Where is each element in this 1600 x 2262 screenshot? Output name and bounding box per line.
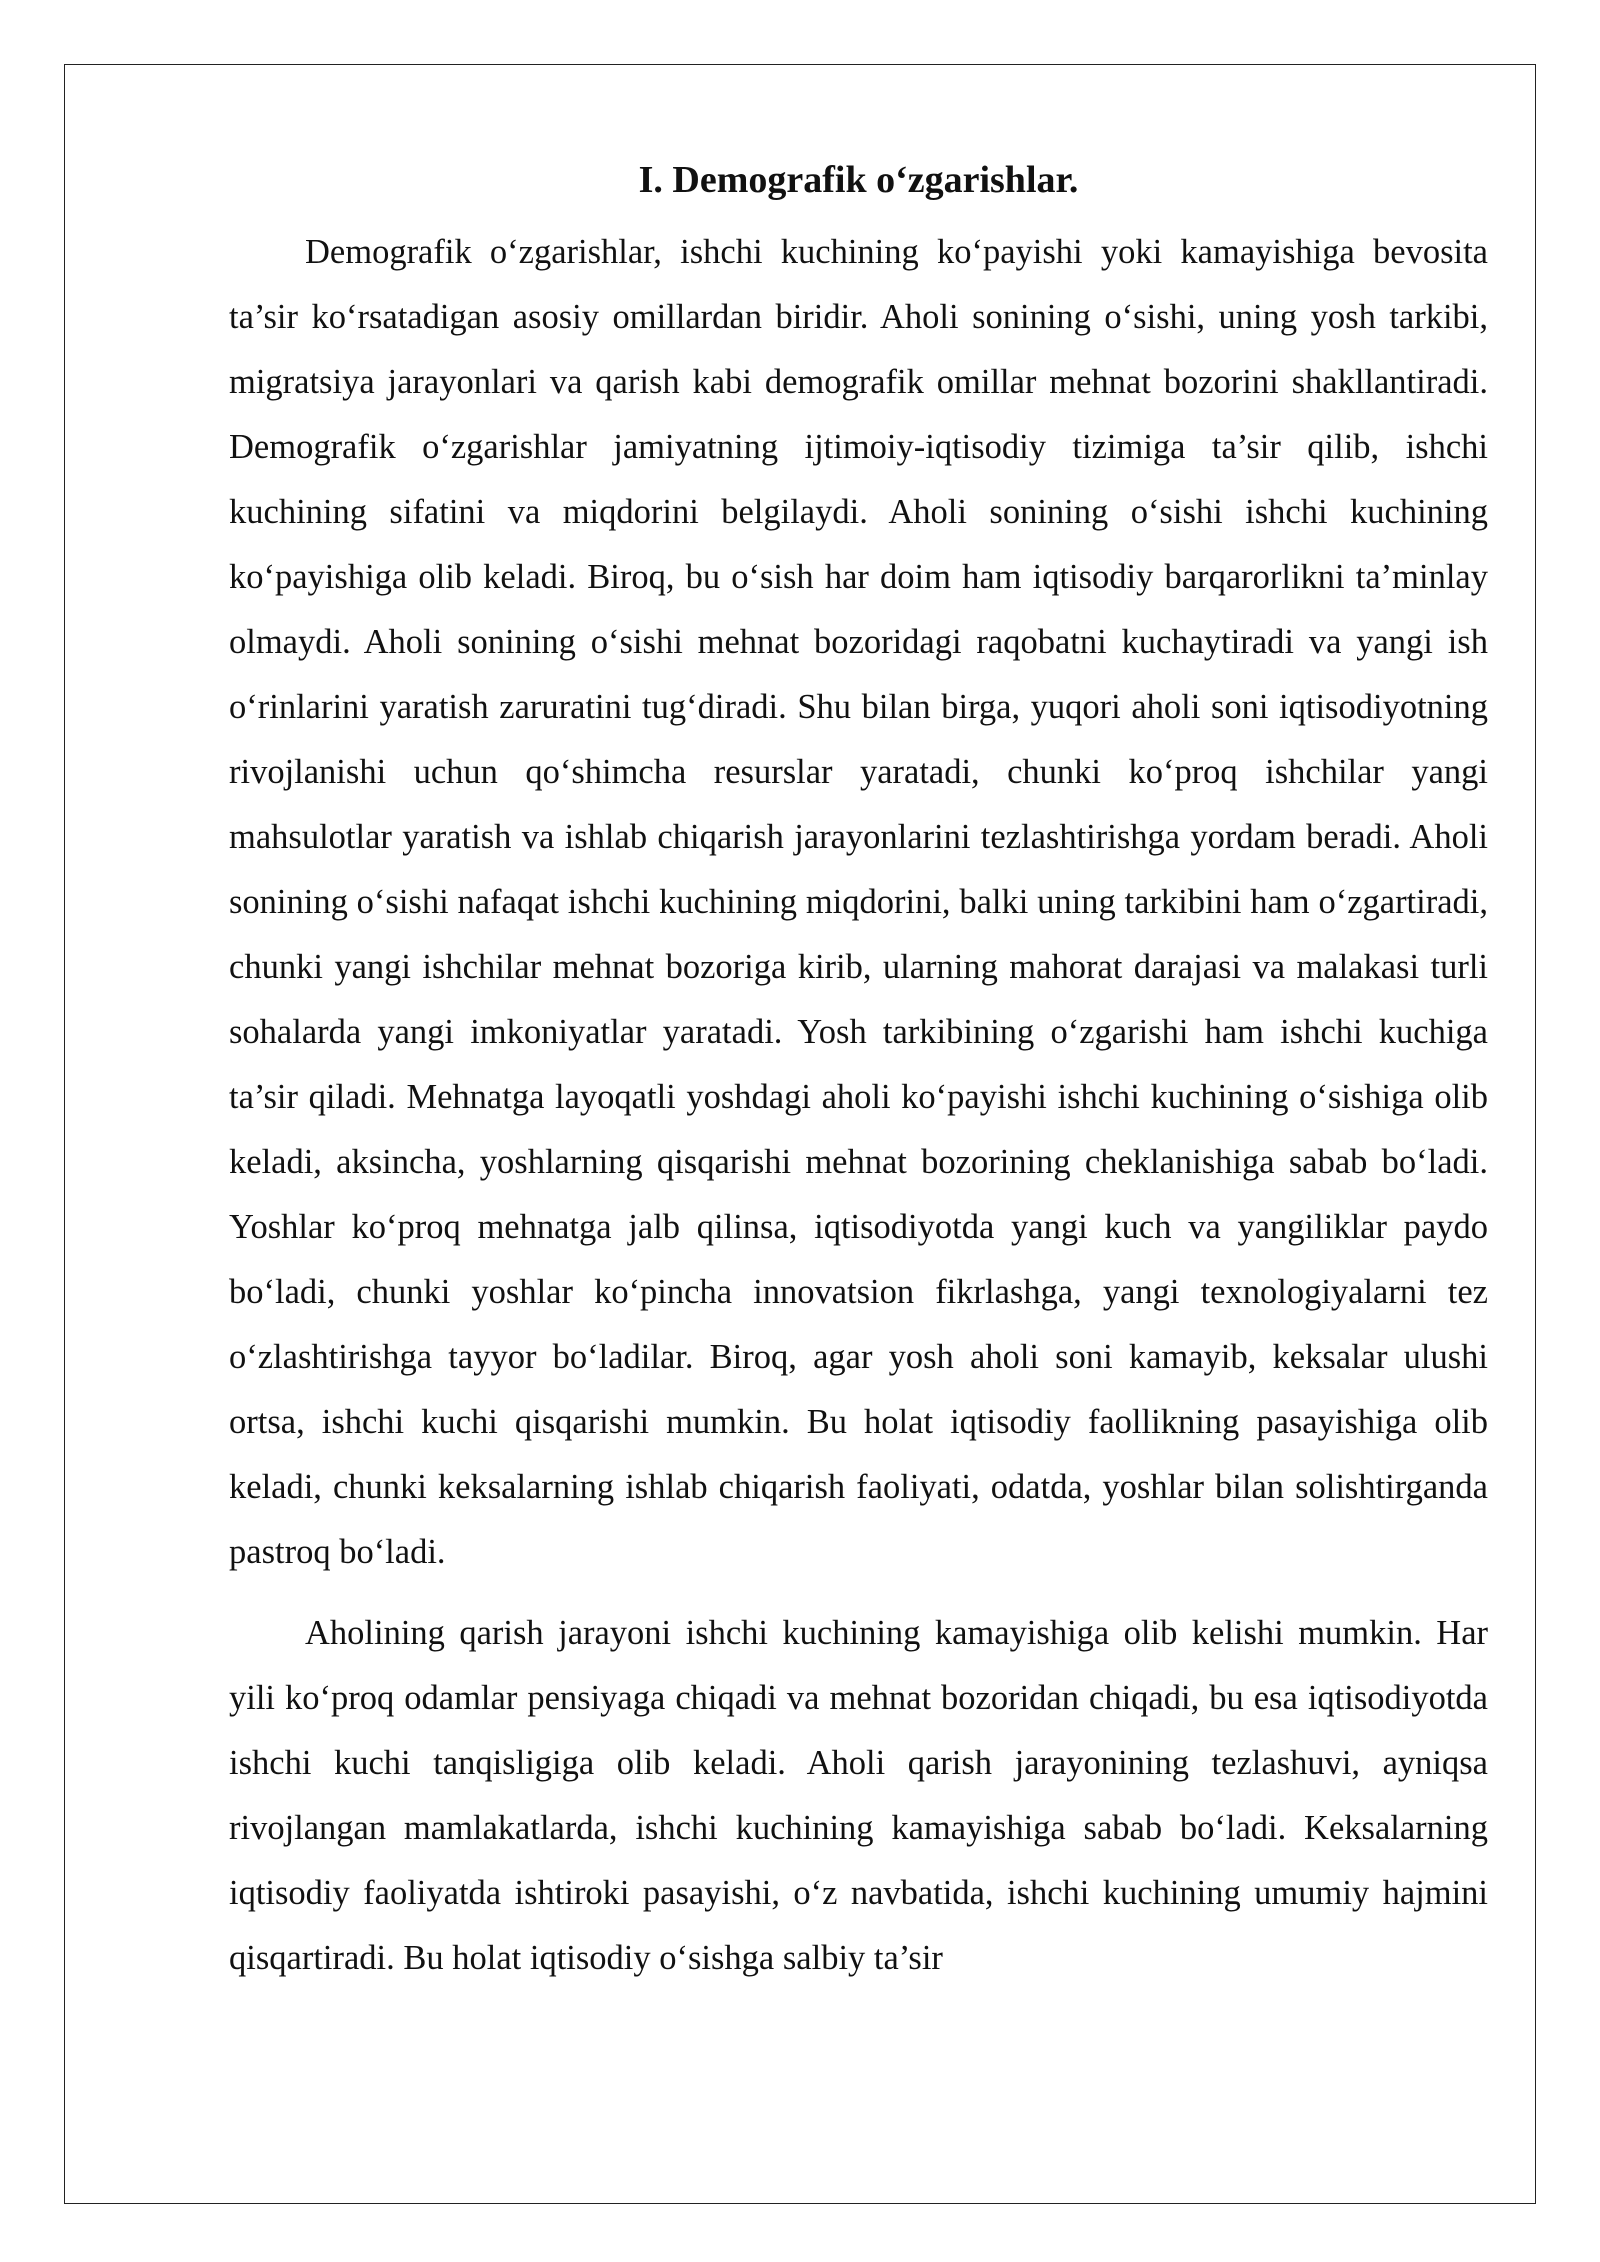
document-body <box>229 150 1488 2007</box>
paragraph-2: Aholining qarish jarayoni ishchi kuchining kamayishiga olib kelishi mumkin. Har yili ko‘proq odamlar pensiyaga chiqadi va mehnat bozoridan chiqadi, bu esa iqtisodiyotda ishchi kuchi tanqisligiga olib keladi. Aholi qarish jarayonining tezlashuvi, ayniqsa rivojlangan mamlakatlarda, ishchi kuchining kamayishiga sabab bo‘ladi. Keksalarning iqtisodiy faoliyatda ishtiroki pasayishi, o‘z navbatida, ishchi kuchining umumiy hajmini qisqartiradi. Bu holat iqtisodiy o‘sishga salbiy ta’sir <box>229 1614 1488 1977</box>
section-title: I. Demografik o‘zgarishlar. <box>638 159 1079 201</box>
paragraph-1: Demografik o‘zgarishlar, ishchi kuchining ko‘payishi yoki kamayishiga bevosita ta’sir ko‘rsatadigan asosiy omillardan biridir. Aholi sonining o‘sishi, uning yosh tarkibi, migratsiya jarayonlari va qarish kabi demografik omillar mehnat bozorini shakllantiradi. Demografik o‘zgarishlar jamiyatning ijtimoiy-iqtisodiy tizimiga ta’sir qilib, ishchi kuchining sifatini va miqdorini belgilaydi. Aholi sonining o‘sishi ishchi kuchining ko‘payishiga olib keladi. Biroq, bu o‘sish har doim ham iqtisodiy barqarorlikni ta’minlay olmaydi. Aholi sonining o‘sishi mehnat bozoridagi raqobatni kuchaytiradi va yangi ish o‘rinlarini yaratish zaruratini tug‘diradi. Shu bilan birga, yuqori aholi soni iqtisodiyotning rivojlanishi uchun qo‘shimcha resurslar yaratadi, chunki ko‘proq ishchilar yangi mahsulotlar yaratish va ishlab chiqarish jarayonlarini tezlashtirishga yordam beradi. Aholi sonining o‘sishi nafaqat ishchi kuchining miqdorini, balki uning tarkibini ham o‘zgartiradi, chunki yangi ishchilar mehnat bozoriga kirib, ularning mahorat darajasi va malakasi turli sohalarda yangi imkoniyatlar yaratadi. Yosh tarkibining o‘zgarishi ham ishchi kuchiga ta’sir qiladi. Mehnatga layoqatli yoshdagi aholi ko‘payishi ishchi kuchining o‘sishiga olib keladi, aksincha, yoshlarning qisqarishi mehnat bozorining cheklanishiga sabab bo‘ladi. Yoshlar ko‘proq mehnatga jalb qilinsa, iqtisodiyotda yangi kuch va yangiliklar paydo bo‘ladi, chunki yoshlar ko‘pincha innovatsion fikrlashga, yangi texnologiyalarni tez o‘zlashtirishga tayyor bo‘ladilar. Biroq, agar yosh aholi soni kamayib, keksalar ulushi ortsa, ishchi kuchi qisqarishi mumkin. Bu holat iqtisodiy faollikning pasayishiga olib keladi, chunki keksalarning ishlab chiqarish faoliyati, odatda, yoshlar bilan solishtirganda pastroq bo‘ladi. <box>229 233 1488 1571</box>
